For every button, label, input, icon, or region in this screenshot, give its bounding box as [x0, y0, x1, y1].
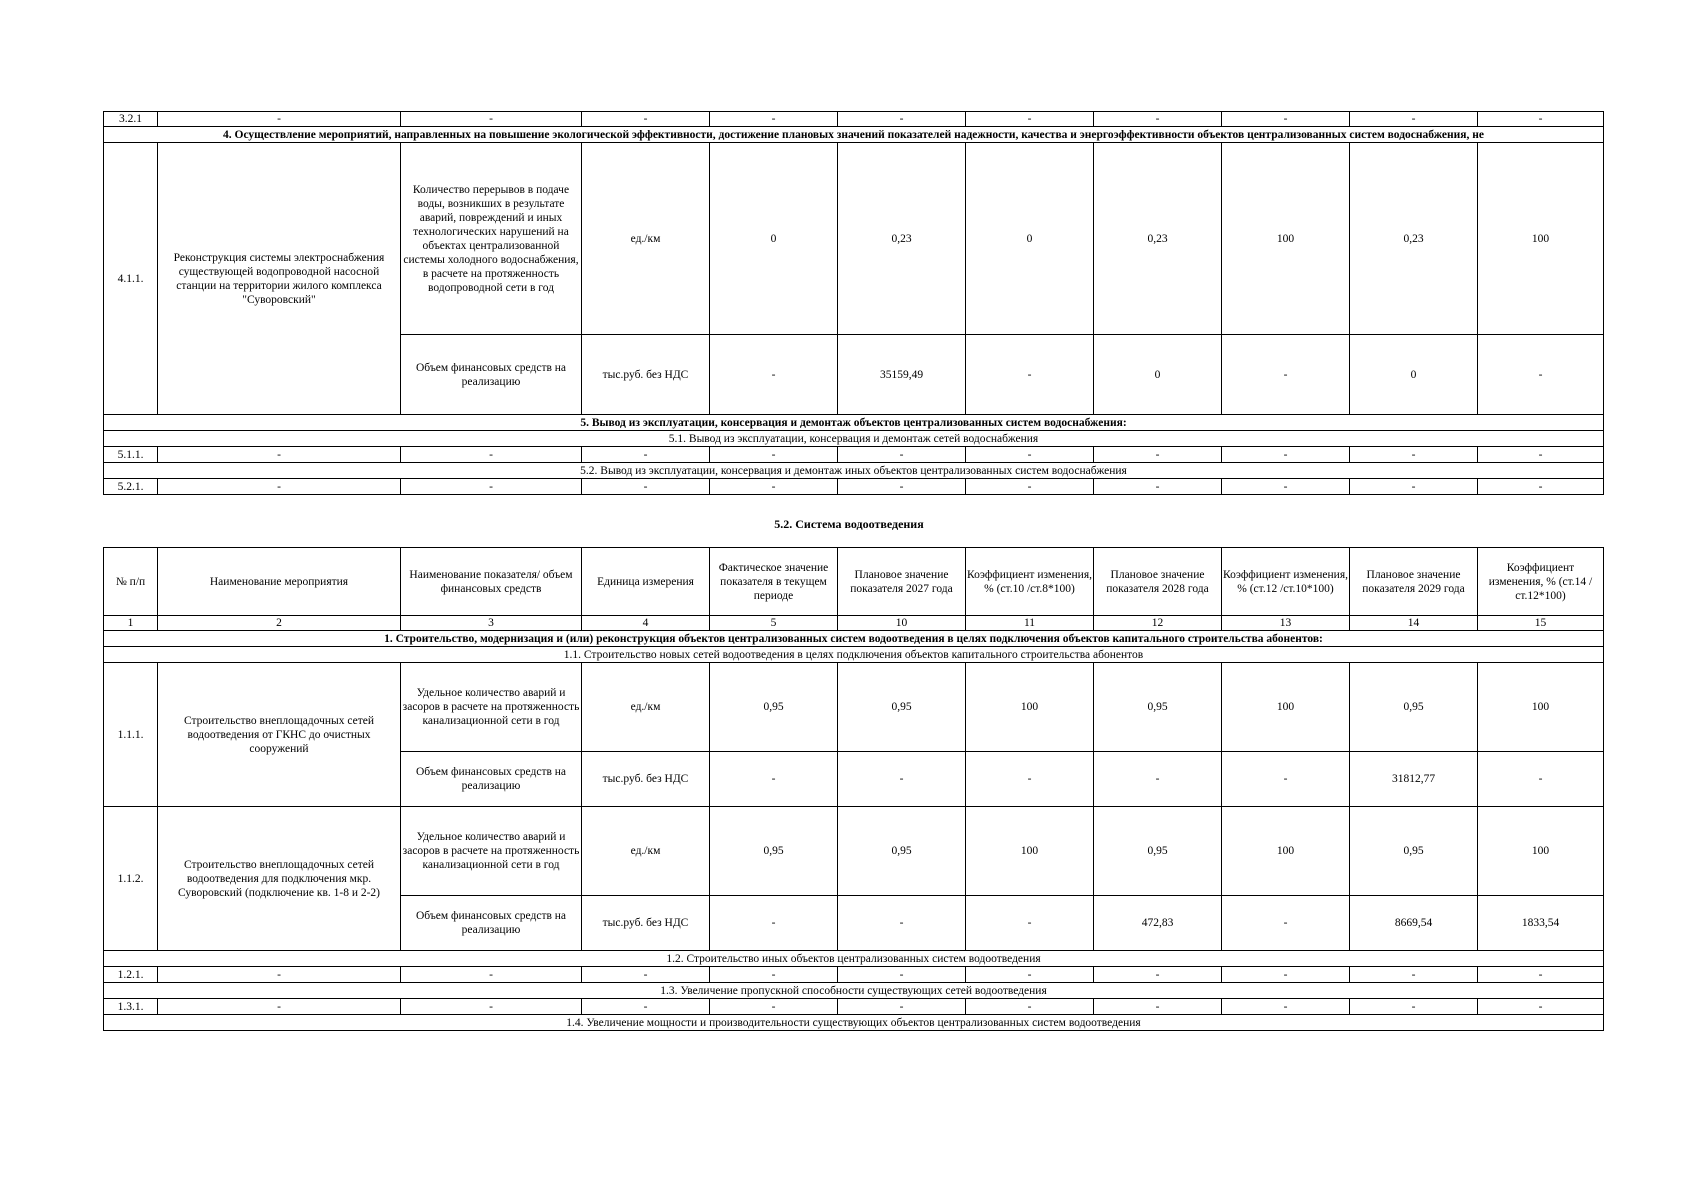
value-col14: - — [1350, 967, 1478, 983]
value-col11: 100 — [966, 807, 1094, 896]
indicator-name: Объем финансовых средств на реализацию — [401, 752, 582, 807]
value-col11: 0 — [966, 143, 1094, 335]
subsection-heading-1-1: 1.1. Строительство новых сетей водоотведения в целях подключения объектов капитального строительства абонентов — [104, 647, 1604, 663]
subsection-heading-1-4: 1.4. Увеличение мощности и производительности существующих объектов централизованных систем водоотведения — [104, 1015, 1604, 1031]
row-number: 5.1.1. — [104, 447, 158, 463]
header-cell: № п/п — [104, 548, 158, 616]
value-col15: 1833,54 — [1478, 896, 1604, 951]
subsection-heading-5-2: 5.2. Вывод из эксплуатации, консервация и демонтаж иных объектов централизованных систем водоснабжения — [104, 463, 1604, 479]
value-col13: - — [1222, 112, 1350, 127]
header-cell: Наименование показателя/ объем финансовых средств — [401, 548, 582, 616]
value-col11: - — [966, 335, 1094, 415]
value-col15: - — [1478, 479, 1604, 495]
header-cell: Наименование мероприятия — [158, 548, 401, 616]
header-cell: Плановое значение показателя 2028 года — [1094, 548, 1222, 616]
value-col13: 100 — [1222, 807, 1350, 896]
value-col13: - — [1222, 447, 1350, 463]
measure-name: - — [158, 112, 401, 127]
value-col14: - — [1350, 479, 1478, 495]
column-number: 15 — [1478, 616, 1604, 631]
value-col15: 100 — [1478, 663, 1604, 752]
value-col5: - — [710, 752, 838, 807]
value-col15: 100 — [1478, 143, 1604, 335]
water-supply-table-continuation — [103, 111, 1604, 495]
section-title: 5.2. Система водоотведения — [774, 517, 924, 531]
header-cell: Плановое значение показателя 2027 года — [838, 548, 966, 616]
column-number: 4 — [582, 616, 710, 631]
subsection-row — [104, 983, 1604, 999]
unit: ед./км — [582, 807, 710, 896]
row-number: 4.1.1. — [104, 143, 158, 415]
value-col12: - — [1094, 447, 1222, 463]
value-col10: - — [838, 967, 966, 983]
value-col5: - — [710, 999, 838, 1015]
table-row — [104, 447, 1604, 463]
table-row — [104, 999, 1604, 1015]
row-number: 3.2.1 — [104, 112, 158, 127]
indicator-name: - — [401, 479, 582, 495]
header-row — [104, 548, 1604, 616]
value-col15: - — [1478, 447, 1604, 463]
value-col11: - — [966, 896, 1094, 951]
subsection-row — [104, 951, 1604, 967]
value-col5: 0,95 — [710, 663, 838, 752]
indicator-name: Количество перерывов в подаче воды, возникших в результате аварий, повреждений и иных технологических нарушений на объектах централизованной системы холодного водоснабжения, в расчете на протяженность водопроводной сети в год — [401, 143, 582, 335]
value-col13: - — [1222, 896, 1350, 951]
table-row — [104, 807, 1604, 896]
value-col13: - — [1222, 999, 1350, 1015]
section-row — [104, 415, 1604, 431]
value-col11: - — [966, 752, 1094, 807]
subsection-row — [104, 647, 1604, 663]
header-cell: Фактическое значение показателя в текущем периоде — [710, 548, 838, 616]
subsection-heading-5-1: 5.1. Вывод из эксплуатации, консервация и демонтаж сетей водоснабжения — [104, 431, 1604, 447]
unit: тыс.руб. без НДС — [582, 335, 710, 415]
unit: тыс.руб. без НДС — [582, 896, 710, 951]
section-row — [104, 631, 1604, 647]
value-col5: 0 — [710, 143, 838, 335]
value-col14: - — [1350, 447, 1478, 463]
indicator-name: Объем финансовых средств на реализацию — [401, 335, 582, 415]
subsection-heading-1-2: 1.2. Строительство иных объектов централизованных систем водоотведения — [104, 951, 1604, 967]
header-cell: Плановое значение показателя 2029 года — [1350, 548, 1478, 616]
value-col10: - — [838, 112, 966, 127]
value-col11: - — [966, 967, 1094, 983]
indicator-name: Объем финансовых средств на реализацию — [401, 896, 582, 951]
row-number: 1.3.1. — [104, 999, 158, 1015]
value-col15: - — [1478, 752, 1604, 807]
row-number: 5.2.1. — [104, 479, 158, 495]
unit: ед./км — [582, 663, 710, 752]
unit: - — [582, 999, 710, 1015]
header-cell: Коэффициент изменения, % (ст.12 /ст.10*100) — [1222, 548, 1350, 616]
table-row — [104, 663, 1604, 752]
value-col10: - — [838, 896, 966, 951]
indicator-name: - — [401, 967, 582, 983]
unit: - — [582, 447, 710, 463]
section-heading-1: 1. Строительство, модернизация и (или) реконструкция объектов централизованных систем водоотведения в целях подключения объектов капитального строительства абонентов: — [104, 631, 1604, 647]
value-col10: - — [838, 999, 966, 1015]
value-col11: - — [966, 447, 1094, 463]
value-col15: - — [1478, 335, 1604, 415]
value-col5: - — [710, 447, 838, 463]
value-col14: 0,95 — [1350, 807, 1478, 896]
value-col5: - — [710, 479, 838, 495]
section-heading-5: 5. Вывод из эксплуатации, консервация и демонтаж объектов централизованных систем водоснабжения: — [104, 415, 1604, 431]
measure-name: - — [158, 447, 401, 463]
value-col5: - — [710, 967, 838, 983]
indicator-name: Удельное количество аварий и засоров в расчете на протяженность канализационной сети в год — [401, 663, 582, 752]
subsection-row — [104, 1015, 1604, 1031]
value-col12: - — [1094, 112, 1222, 127]
value-col15: - — [1478, 112, 1604, 127]
value-col10: - — [838, 752, 966, 807]
indicator-name: - — [401, 999, 582, 1015]
value-col5: - — [710, 112, 838, 127]
column-number: 2 — [158, 616, 401, 631]
value-col10: 0,95 — [838, 663, 966, 752]
value-col12: - — [1094, 967, 1222, 983]
value-col5: - — [710, 335, 838, 415]
unit: - — [582, 967, 710, 983]
value-col12: - — [1094, 479, 1222, 495]
value-col11: - — [966, 112, 1094, 127]
value-col14: - — [1350, 112, 1478, 127]
column-number: 11 — [966, 616, 1094, 631]
header-cell: Коэффициент изменения, % (ст.14 /ст.12*100) — [1478, 548, 1604, 616]
column-number: 10 — [838, 616, 966, 631]
indicator-name: - — [401, 447, 582, 463]
value-col12: - — [1094, 999, 1222, 1015]
value-col5: - — [710, 896, 838, 951]
column-number: 14 — [1350, 616, 1478, 631]
unit: - — [582, 479, 710, 495]
value-col13: 100 — [1222, 143, 1350, 335]
measure-name: - — [158, 999, 401, 1015]
value-col12: - — [1094, 752, 1222, 807]
table-row — [104, 967, 1604, 983]
value-col13: 100 — [1222, 663, 1350, 752]
column-number: 12 — [1094, 616, 1222, 631]
header-cell: Единица измерения — [582, 548, 710, 616]
value-col10: 0,95 — [838, 807, 966, 896]
row-number: 1.1.1. — [104, 663, 158, 807]
measure-name: - — [158, 967, 401, 983]
sewerage-table — [103, 547, 1604, 1031]
value-col13: - — [1222, 967, 1350, 983]
value-col15: - — [1478, 967, 1604, 983]
value-col12: 0,95 — [1094, 807, 1222, 896]
indicator-name: - — [401, 112, 582, 127]
value-col13: - — [1222, 752, 1350, 807]
subsection-row — [104, 431, 1604, 447]
value-col15: - — [1478, 999, 1604, 1015]
value-col10: 0,23 — [838, 143, 966, 335]
value-col14: - — [1350, 999, 1478, 1015]
value-col10: - — [838, 479, 966, 495]
value-col11: - — [966, 479, 1094, 495]
indicator-name: Удельное количество аварий и засоров в расчете на протяженность канализационной сети в год — [401, 807, 582, 896]
value-col10: 35159,49 — [838, 335, 966, 415]
unit: ед./км — [582, 143, 710, 335]
table-row — [104, 112, 1604, 127]
value-col11: 100 — [966, 663, 1094, 752]
table-row — [104, 479, 1604, 495]
measure-name: - — [158, 479, 401, 495]
unit: тыс.руб. без НДС — [582, 752, 710, 807]
value-col15: 100 — [1478, 807, 1604, 896]
column-number: 5 — [710, 616, 838, 631]
value-col13: - — [1222, 479, 1350, 495]
value-col14: 0,95 — [1350, 663, 1478, 752]
value-col14: 0 — [1350, 335, 1478, 415]
value-col13: - — [1222, 335, 1350, 415]
header-cell: Коэффициент изменения, % (ст.10 /ст.8*100) — [966, 548, 1094, 616]
column-number: 13 — [1222, 616, 1350, 631]
value-col14: 31812,77 — [1350, 752, 1478, 807]
value-col10: - — [838, 447, 966, 463]
section-row — [104, 127, 1604, 143]
measure-name: Реконструкция системы электроснабжения существующей водопроводной насосной станции на территории жилого комплекса "Суворовский" — [158, 143, 401, 415]
value-col12: 0 — [1094, 335, 1222, 415]
value-col14: 8669,54 — [1350, 896, 1478, 951]
value-col5: 0,95 — [710, 807, 838, 896]
column-number: 1 — [104, 616, 158, 631]
column-number-row — [104, 616, 1604, 631]
subsection-row — [104, 463, 1604, 479]
value-col12: 0,23 — [1094, 143, 1222, 335]
section-heading-4: 4. Осуществление мероприятий, направленных на повышение экологической эффективности, достижение плановых значений показателей надежности, качества и энергоэффективности объектов централизованных систем водоснабжения, не — [104, 127, 1604, 143]
value-col14: 0,23 — [1350, 143, 1478, 335]
column-number: 3 — [401, 616, 582, 631]
row-number: 1.2.1. — [104, 967, 158, 983]
value-col12: 472,83 — [1094, 896, 1222, 951]
subsection-heading-1-3: 1.3. Увеличение пропускной способности существующих сетей водоотведения — [104, 983, 1604, 999]
table-row — [104, 143, 1604, 335]
measure-name: Строительство внеплощадочных сетей водоотведения для подключения мкр. Суворовский (подключение кв. 1-8 и 2-2) — [158, 807, 401, 951]
measure-name: Строительство внеплощадочных сетей водоотведения от ГКНС до очистных сооружений — [158, 663, 401, 807]
value-col12: 0,95 — [1094, 663, 1222, 752]
row-number: 1.1.2. — [104, 807, 158, 951]
value-col11: - — [966, 999, 1094, 1015]
unit: - — [582, 112, 710, 127]
